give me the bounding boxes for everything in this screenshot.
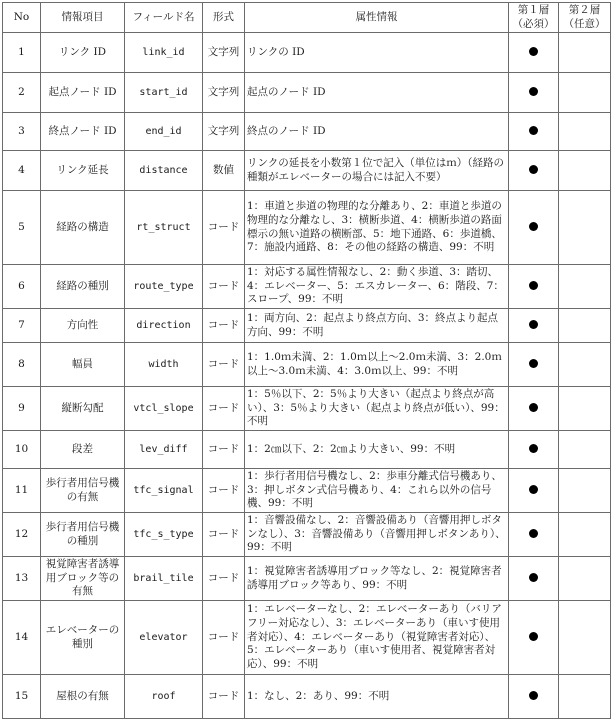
row-attribute: 1：車道と歩道の物理的な分離あり、2：車道と歩道の物理的な分離なし、3：横断歩道、4：横断歩道の路面標示の無い道路の横断部、5：地下通路、6：歩道橋、7：施設内通路、8：その他の経路の構造、99：不明 <box>245 191 509 265</box>
row-layer2 <box>559 387 611 431</box>
required-mark-icon <box>529 222 538 231</box>
table-row <box>3 431 611 469</box>
row-attribute: 1：エレベーターなし、2：エレベーターあり（バリアフリー対応なし）、3：エレベーターあり（車いす使用者対応）、4：エレベーターあり（視覚障害者対応）、5：エレベーターあり（車いす使用者、視覚障害者対応）、99：不明 <box>245 601 509 675</box>
row-no: 12 <box>3 513 41 557</box>
row-layer2 <box>559 431 611 469</box>
row-no: 7 <box>3 309 41 343</box>
row-attribute: 1：5％以下、2：5％より大きい（起点より終点が高い）、3：5％より大きい（起点より終点が低い）、99：不明 <box>245 387 509 431</box>
header-attr: 属性情報 <box>245 3 509 33</box>
row-attribute: 1：視覚障害者誘導用ブロック等なし、2：視覚障害者誘導用ブロック等あり、99：不明 <box>245 557 509 601</box>
header-layer2 <box>559 3 611 33</box>
row-type: コード <box>203 675 245 719</box>
row-item: エレベーターの種別 <box>41 601 125 675</box>
row-layer2 <box>559 675 611 719</box>
table-row <box>3 73 611 113</box>
row-attribute: 1：両方向、2：起点より終点方向、3：終点より起点方向、99：不明 <box>245 309 509 343</box>
row-type: コード <box>203 191 245 265</box>
row-type: 文字列 <box>203 73 245 113</box>
row-attribute: 1：対応する属性情報なし、2：動く歩道、3：踏切、4：エレベーター、5：エスカレーター、6：階段、7：スロープ、99：不明 <box>245 265 509 309</box>
required-mark-icon <box>529 485 538 494</box>
row-no: 1 <box>3 33 41 73</box>
row-field-name: lev_diff <box>125 431 203 469</box>
row-layer2 <box>559 33 611 73</box>
row-layer1 <box>509 309 559 343</box>
row-field-name: link_id <box>125 33 203 73</box>
row-field-name: rt_struct <box>125 191 203 265</box>
row-no: 5 <box>3 191 41 265</box>
row-layer2 <box>559 151 611 191</box>
row-no: 6 <box>3 265 41 309</box>
row-item: 歩行者用信号機の有無 <box>41 469 125 513</box>
row-no: 8 <box>3 343 41 387</box>
required-mark-icon <box>529 320 538 329</box>
row-item: 起点ノード ID <box>41 73 125 113</box>
row-layer1 <box>509 73 559 113</box>
table-row <box>3 387 611 431</box>
row-attribute: 1：2㎝以下、2：2㎝より大きい、99：不明 <box>245 431 509 469</box>
row-layer1 <box>509 33 559 73</box>
row-layer1 <box>509 265 559 309</box>
row-attribute: 1：歩行者用信号機なし、2：歩車分離式信号機あり、3：押しボタン式信号機あり、4：これら以外の信号機、99：不明 <box>245 469 509 513</box>
row-no: 9 <box>3 387 41 431</box>
row-field-name: distance <box>125 151 203 191</box>
row-type: コード <box>203 387 245 431</box>
row-no: 14 <box>3 601 41 675</box>
row-no: 10 <box>3 431 41 469</box>
header-no: No <box>3 3 41 33</box>
table-row <box>3 191 611 265</box>
row-attribute: 起点のノード ID <box>245 73 509 113</box>
row-layer1 <box>509 469 559 513</box>
header-item: 情報項目 <box>41 3 125 33</box>
row-attribute: 1：なし、2：あり、99：不明 <box>245 675 509 719</box>
table-row <box>3 151 611 191</box>
row-type: 文字列 <box>203 33 245 73</box>
required-mark-icon <box>529 632 538 641</box>
row-field-name: brail_tile <box>125 557 203 601</box>
row-field-name: vtcl_slope <box>125 387 203 431</box>
header-layer1-line2: （必須） <box>512 17 555 30</box>
row-type: コード <box>203 469 245 513</box>
row-layer1 <box>509 191 559 265</box>
row-layer2 <box>559 469 611 513</box>
row-type: 文字列 <box>203 113 245 151</box>
row-field-name: elevator <box>125 601 203 675</box>
header-layer1 <box>509 3 559 33</box>
row-no: 15 <box>3 675 41 719</box>
row-type: コード <box>203 343 245 387</box>
row-attribute: 1：1.0ｍ未満、2：1.0ｍ以上～2.0ｍ未満、3：2.0ｍ以上～3.0ｍ未満、4：3.0ｍ以上、99：不明 <box>245 343 509 387</box>
row-layer2 <box>559 309 611 343</box>
required-mark-icon <box>529 165 538 174</box>
header-field: フィールド名 <box>125 3 203 33</box>
header-layer2-line2: （任意） <box>563 17 606 30</box>
row-layer1 <box>509 513 559 557</box>
row-item: 視覚障害者誘導用ブロック等の有無 <box>41 557 125 601</box>
row-item: 屋根の有無 <box>41 675 125 719</box>
row-field-name: direction <box>125 309 203 343</box>
row-attribute: リンクの延長を小数第１位で記入（単位はｍ）（経路の種類がエレベーターの場合には記入不要） <box>245 151 509 191</box>
required-mark-icon <box>529 87 538 96</box>
row-layer2 <box>559 513 611 557</box>
row-attribute: 終点のノード ID <box>245 113 509 151</box>
row-no: 2 <box>3 73 41 113</box>
row-type: コード <box>203 265 245 309</box>
row-field-name: tfc_s_type <box>125 513 203 557</box>
row-no: 3 <box>3 113 41 151</box>
table-row <box>3 675 611 719</box>
row-layer1 <box>509 675 559 719</box>
row-item: 縦断勾配 <box>41 387 125 431</box>
table-row <box>3 343 611 387</box>
row-type: コード <box>203 431 245 469</box>
table-row <box>3 601 611 675</box>
row-layer2 <box>559 73 611 113</box>
row-layer1 <box>509 431 559 469</box>
row-layer1 <box>509 387 559 431</box>
row-type: コード <box>203 513 245 557</box>
attribute-spec-table <box>2 2 611 719</box>
row-no: 11 <box>3 469 41 513</box>
row-field-name: start_id <box>125 73 203 113</box>
row-item: 終点ノード ID <box>41 113 125 151</box>
table-body <box>3 33 611 719</box>
row-item: 幅員 <box>41 343 125 387</box>
row-field-name: width <box>125 343 203 387</box>
row-layer1 <box>509 601 559 675</box>
row-item: リンク延長 <box>41 151 125 191</box>
required-mark-icon <box>529 281 538 290</box>
row-field-name: route_type <box>125 265 203 309</box>
row-layer2 <box>559 265 611 309</box>
table-row <box>3 309 611 343</box>
required-mark-icon <box>529 126 538 135</box>
table-header-row <box>3 3 611 33</box>
row-attribute: リンクの ID <box>245 33 509 73</box>
row-type: コード <box>203 601 245 675</box>
row-layer1 <box>509 113 559 151</box>
required-mark-icon <box>529 573 538 582</box>
row-layer2 <box>559 191 611 265</box>
row-layer2 <box>559 557 611 601</box>
row-no: 4 <box>3 151 41 191</box>
row-layer1 <box>509 343 559 387</box>
row-item: 方向性 <box>41 309 125 343</box>
row-item: 経路の構造 <box>41 191 125 265</box>
row-field-name: tfc_signal <box>125 469 203 513</box>
header-layer2-line1: 第２層 <box>568 4 601 17</box>
header-type: 形式 <box>203 3 245 33</box>
row-item: 経路の種別 <box>41 265 125 309</box>
row-no: 13 <box>3 557 41 601</box>
table-row <box>3 113 611 151</box>
table-row <box>3 557 611 601</box>
row-item: 段差 <box>41 431 125 469</box>
required-mark-icon <box>529 359 538 368</box>
header-layer1-line1: 第１層 <box>517 4 550 17</box>
required-mark-icon <box>529 691 538 700</box>
required-mark-icon <box>529 529 538 538</box>
table-row <box>3 265 611 309</box>
row-layer2 <box>559 601 611 675</box>
row-layer1 <box>509 557 559 601</box>
row-field-name: end_id <box>125 113 203 151</box>
row-item: 歩行者用信号機の種別 <box>41 513 125 557</box>
table-row <box>3 513 611 557</box>
table-row <box>3 469 611 513</box>
row-field-name: roof <box>125 675 203 719</box>
required-mark-icon <box>529 403 538 412</box>
row-layer2 <box>559 343 611 387</box>
row-type: 数値 <box>203 151 245 191</box>
row-type: コード <box>203 557 245 601</box>
row-type: コード <box>203 309 245 343</box>
row-attribute: 1：音響設備なし、2：音響設備あり（音響用押しボタンなし）、3：音響設備あり（音響用押しボタンあり）、99：不明 <box>245 513 509 557</box>
row-item: リンク ID <box>41 33 125 73</box>
required-mark-icon <box>529 47 538 56</box>
table-row <box>3 33 611 73</box>
row-layer1 <box>509 151 559 191</box>
required-mark-icon <box>529 444 538 453</box>
row-layer2 <box>559 113 611 151</box>
